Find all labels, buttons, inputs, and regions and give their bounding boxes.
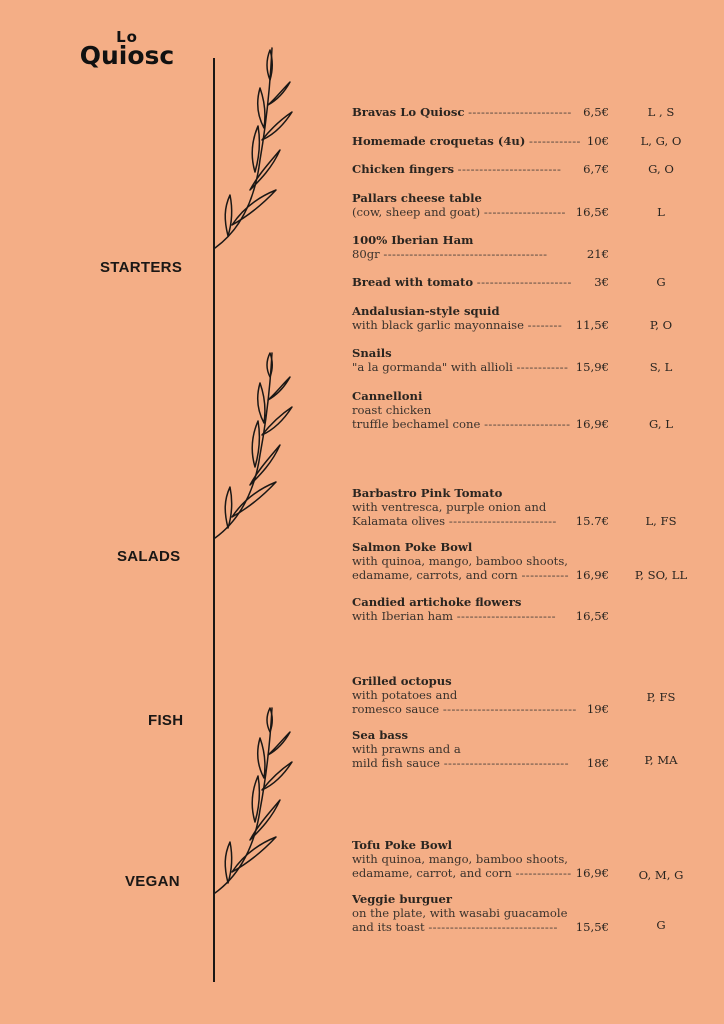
item-description: edamame, carrots, and corn bbox=[352, 568, 518, 582]
item-price: 11,5€ bbox=[575, 318, 609, 332]
item-description: with Iberian ham bbox=[352, 609, 453, 623]
item-description: with ventresca, purple onion and bbox=[352, 500, 547, 514]
item-price: 19€ bbox=[586, 702, 609, 716]
item-description: and its toast bbox=[352, 920, 425, 934]
leader-dots: ---------------------- bbox=[476, 275, 572, 289]
leader-dots: ------------------------ bbox=[457, 162, 562, 176]
item-price: 16,9€ bbox=[575, 417, 609, 431]
item-description: truffle bechamel cone bbox=[352, 417, 481, 431]
item-description: with prawns and a bbox=[352, 742, 461, 756]
leader-dots: ----------------------- bbox=[456, 609, 556, 623]
item-price: 16,9€ bbox=[575, 568, 609, 582]
item-allergens: O, M, G bbox=[638, 868, 684, 882]
leader-dots: -------- bbox=[527, 318, 563, 332]
menu-item bbox=[352, 105, 692, 119]
leader-dots: ------------ bbox=[529, 134, 581, 148]
section-salads: SALADS bbox=[117, 548, 181, 565]
item-price: 18€ bbox=[586, 756, 609, 770]
leader-dots: ------------ bbox=[516, 360, 569, 374]
item-name: Sea bass bbox=[352, 728, 408, 742]
leader-dots: ------------------------------ bbox=[428, 920, 558, 934]
item-name: Salmon Poke Bowl bbox=[352, 540, 473, 554]
item-name: Barbastro Pink Tomato bbox=[352, 486, 503, 500]
item-allergens: G bbox=[656, 918, 666, 932]
section-fish: FISH bbox=[148, 712, 184, 729]
item-allergens: P, SO, LL bbox=[634, 568, 688, 582]
menu-item bbox=[352, 134, 692, 148]
item-price: 16,5€ bbox=[575, 205, 609, 219]
item-name: Bread with tomato bbox=[352, 275, 474, 289]
menu-item bbox=[352, 486, 692, 528]
item-name: Cannelloni bbox=[352, 389, 423, 403]
item-price: 3€ bbox=[594, 275, 609, 289]
brand-logo bbox=[72, 30, 182, 68]
item-description: with quinoa, mango, bamboo shoots, bbox=[352, 554, 568, 568]
menu-item bbox=[352, 275, 692, 289]
item-allergens: P, FS bbox=[646, 690, 676, 704]
item-price: 6,7€ bbox=[583, 162, 609, 176]
item-description: with black garlic mayonnaise bbox=[352, 318, 524, 332]
leader-dots: ------------------- bbox=[483, 205, 566, 219]
menu-item bbox=[352, 191, 692, 219]
item-description: with quinoa, mango, bamboo shoots, bbox=[352, 852, 568, 866]
menu-item bbox=[352, 389, 692, 431]
item-name: Snails bbox=[352, 346, 392, 360]
item-name: 100% Iberian Ham bbox=[352, 233, 474, 247]
menu-item bbox=[352, 838, 692, 880]
item-name: Veggie burguer bbox=[352, 892, 453, 906]
leader-dots: ------------------------ bbox=[468, 105, 572, 119]
item-description: 80gr bbox=[352, 247, 380, 261]
menu-item bbox=[352, 304, 692, 332]
item-allergens: S, L bbox=[649, 360, 673, 374]
item-name: Homemade croquetas (4u) bbox=[352, 134, 526, 148]
item-name: Grilled octopus bbox=[352, 674, 452, 688]
leader-dots: ------------------------------- bbox=[442, 702, 577, 716]
menu-item bbox=[352, 728, 692, 770]
item-allergens: G, O bbox=[648, 162, 674, 176]
leader-dots: ----------- bbox=[521, 568, 569, 582]
item-allergens: P, O bbox=[649, 318, 673, 332]
item-price: 6,5€ bbox=[583, 105, 609, 119]
item-price: 10€ bbox=[586, 134, 609, 148]
item-description: with potatoes and bbox=[352, 688, 458, 702]
item-description: romesco sauce bbox=[352, 702, 440, 716]
menu-item bbox=[352, 892, 692, 934]
section-starters: STARTERS bbox=[100, 259, 183, 276]
leader-dots: ----------------------------- bbox=[443, 756, 569, 770]
leader-dots: ------------- bbox=[515, 866, 572, 880]
menu-item bbox=[352, 540, 692, 582]
item-price: 21€ bbox=[586, 247, 609, 261]
leader-dots: -------------------- bbox=[484, 417, 571, 431]
item-allergens: G, L bbox=[649, 417, 673, 431]
item-name: Pallars cheese table bbox=[352, 191, 482, 205]
leader-dots: -------------------------------------- bbox=[383, 247, 548, 261]
brand-line-1: Lo bbox=[116, 28, 138, 46]
menu-item bbox=[352, 162, 692, 176]
item-name: Chicken fingers bbox=[352, 162, 454, 176]
item-name: Candied artichoke flowers bbox=[352, 595, 522, 609]
item-description: Kalamata olives bbox=[352, 514, 446, 528]
item-price: 15.7€ bbox=[575, 514, 609, 528]
menu-item bbox=[352, 233, 692, 261]
item-price: 15,5€ bbox=[575, 920, 609, 934]
item-name: Tofu Poke Bowl bbox=[352, 838, 452, 852]
leaf-branch-icon bbox=[200, 700, 310, 900]
menu-item bbox=[352, 595, 692, 623]
item-name: Bravas Lo Quiosc bbox=[352, 105, 465, 119]
item-description: "a la gormanda" with allioli bbox=[352, 360, 513, 374]
item-allergens: P, MA bbox=[644, 753, 678, 767]
item-allergens: L, FS bbox=[645, 514, 677, 528]
item-description: (cow, sheep and goat) bbox=[352, 205, 481, 219]
brand-line-2: Quiosc bbox=[79, 41, 175, 70]
item-allergens: L, G, O bbox=[640, 134, 682, 148]
item-price: 16,9€ bbox=[575, 866, 609, 880]
menu-item bbox=[352, 674, 692, 716]
item-name: Andalusian-style squid bbox=[352, 304, 500, 318]
item-price: 15,9€ bbox=[575, 360, 609, 374]
item-allergens: L , S bbox=[647, 105, 675, 119]
item-allergens: L bbox=[657, 205, 665, 219]
section-vegan: VEGAN bbox=[125, 873, 180, 890]
leaf-branch-icon bbox=[200, 345, 310, 545]
item-description: roast chicken bbox=[352, 403, 432, 417]
item-allergens: G bbox=[656, 275, 666, 289]
leaf-branch-icon bbox=[200, 40, 310, 255]
item-description: on the plate, with wasabi guacamole bbox=[352, 906, 568, 920]
item-description: edamame, carrot, and corn bbox=[352, 866, 512, 880]
leader-dots: ------------------------- bbox=[448, 514, 557, 528]
item-price: 16,5€ bbox=[575, 609, 609, 623]
item-description: mild fish sauce bbox=[352, 756, 441, 770]
menu-item bbox=[352, 346, 692, 374]
